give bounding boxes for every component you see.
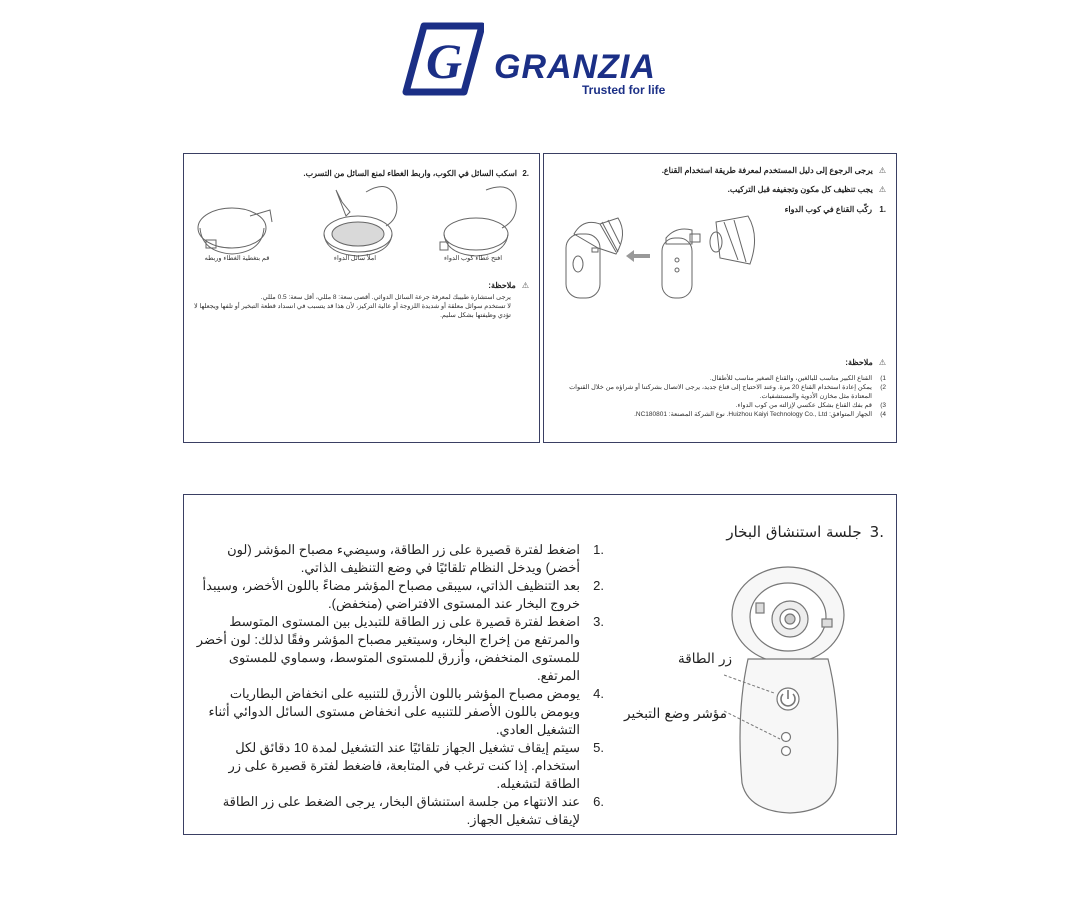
list-item: .6 عند الانتهاء من جلسة استنشاق البخار، يرجى الضغط على زر الطاقة لإيقاف تشغيل الجهاز.	[222, 794, 604, 827]
step-number: 2.	[522, 169, 529, 178]
warning-icon: ⚠	[878, 358, 886, 367]
list-item: .5 سيتم إيقاف تشغيل الجهاز تلقائيًا عند التشغيل لمدة 10 دقائق لكل استخدام. إذا كنت ترغب في المتابعة، فاضغط لفترة قصيرة على زر الطاقة لتشغيله.	[228, 740, 604, 791]
brand-tagline: Trusted for life	[582, 83, 666, 97]
note-heading: ⚠ ملاحظة:	[845, 358, 886, 367]
list-item: .3 اضغط لفترة قصيرة على زر الطاقة للتبديل بين المستوى المتوسط والمرتفع من إخراج البخار، وسيتغير مصباح المؤشر وفقًا لذلك: لون أخضر للمستوى المنخفض، وأزرق للمستوى المتوسط، وسماوي للمستوى المرتفع.	[196, 614, 604, 683]
list-item: .2 بعد التنظيف الذاتي، سيبقى مصباح المؤشر مضاءً باللون الأخضر، وسيبدأ خروج البخار عند المستوى الافتراضي (منخفض).	[202, 578, 604, 611]
list-item: 3) قم بفك القناع بشكل عكسي لإزالته من كوب الدواء.	[735, 402, 886, 409]
note-heading: ⚠ ملاحظة:	[488, 281, 529, 290]
list-item: 4) الجهاز المتوافق: Huizhou Kaiyi Technology Co., Ltd. نوع الشركة المصنعة: NC180801.	[634, 411, 886, 418]
list-item: .4 يومض مصباح المؤشر باللون الأزرق للتنبيه على انخفاض البطاريات ويومض باللون الأصفر للتنبيه على انخفاض مستوى السائل الدوائي أثناء التشغيل العادي.	[208, 686, 604, 737]
warning-icon: ⚠	[521, 281, 529, 290]
warning-1: ⚠ يرجى الرجوع إلى دليل المستخدم لمعرفة طريقة استخدام القناع.	[661, 166, 886, 175]
svg-text:G: G	[425, 33, 463, 89]
caption-cover: قم بتغطية الغطاء وربطه	[204, 255, 270, 262]
session-steps-list	[194, 541, 604, 829]
section-title-text: جلسة استنشاق البخار	[726, 523, 862, 541]
list-item: .1 اضغط لفترة قصيرة على زر الطاقة، وسيضيء مصباح المؤشر (لون أخضر) ويدخل النظام تلقائيًا في وضع التنظيف الذاتي.	[227, 542, 604, 575]
mask-assembly-illustration	[558, 214, 768, 304]
mask-instructions-panel	[543, 153, 897, 443]
caption-open: افتح غطاء كوب الدواء	[443, 255, 503, 262]
section-title	[726, 523, 884, 541]
list-item: 2) يمكن إعادة استخدام القناع 20 مرة. وعند الاحتياج إلى قناع جديد، يرجى الاتصال بشركتنا أو شراؤه من خلال القنوات المعتادة مثل مخازن الأدوية والمستشفيات.	[569, 384, 886, 400]
list-item: 1) القناع الكبير مناسب للبالغين، والقناع الصغير مناسب للأطفال.	[709, 375, 886, 382]
brand-logo	[402, 22, 692, 102]
mask-notes-list	[556, 374, 886, 419]
inhalation-session-panel	[183, 494, 897, 835]
nebulizer-device-illustration	[724, 563, 864, 819]
step-1-text: ركّب القناع في كوب الدواء	[784, 205, 872, 214]
warning-icon: ⚠	[878, 166, 886, 175]
step-number: 1.	[879, 205, 886, 214]
power-button-label: زر الطاقة	[678, 651, 733, 667]
indicator-label: مؤشر وضع التبخير	[624, 706, 727, 722]
fill-cup-panel	[183, 153, 540, 443]
granzia-logo-icon	[402, 22, 484, 96]
step-2-text: اسكب السائل في الكوب، واربط الغطاء لمنع السائل من التسرب.	[303, 169, 517, 178]
brand-name: GRANZIA	[494, 48, 656, 86]
warning-icon: ⚠	[878, 185, 886, 194]
dosage-note: يرجى استشارة طبيبك لمعرفة جرعة السائل الدوائي. أقصى سعة: 8 مللي، أقل سعة: 0.5 مللي. لا تستخدم سوائل معلقة أو شديدة اللزوجة أو عالية التركيز، لأن هذا قد يتسبب في انسداد قطعة التبخير أو تلفها ويجعلها لا تؤدي وظيفتها بشكل سليم.	[193, 294, 511, 319]
warning-2: ⚠ يجب تنظيف كل مكون وتجفيفه قبل التركيب.	[727, 185, 886, 194]
section-number: .3	[869, 523, 884, 541]
caption-fill: املأ سائل الدواء	[333, 255, 377, 262]
